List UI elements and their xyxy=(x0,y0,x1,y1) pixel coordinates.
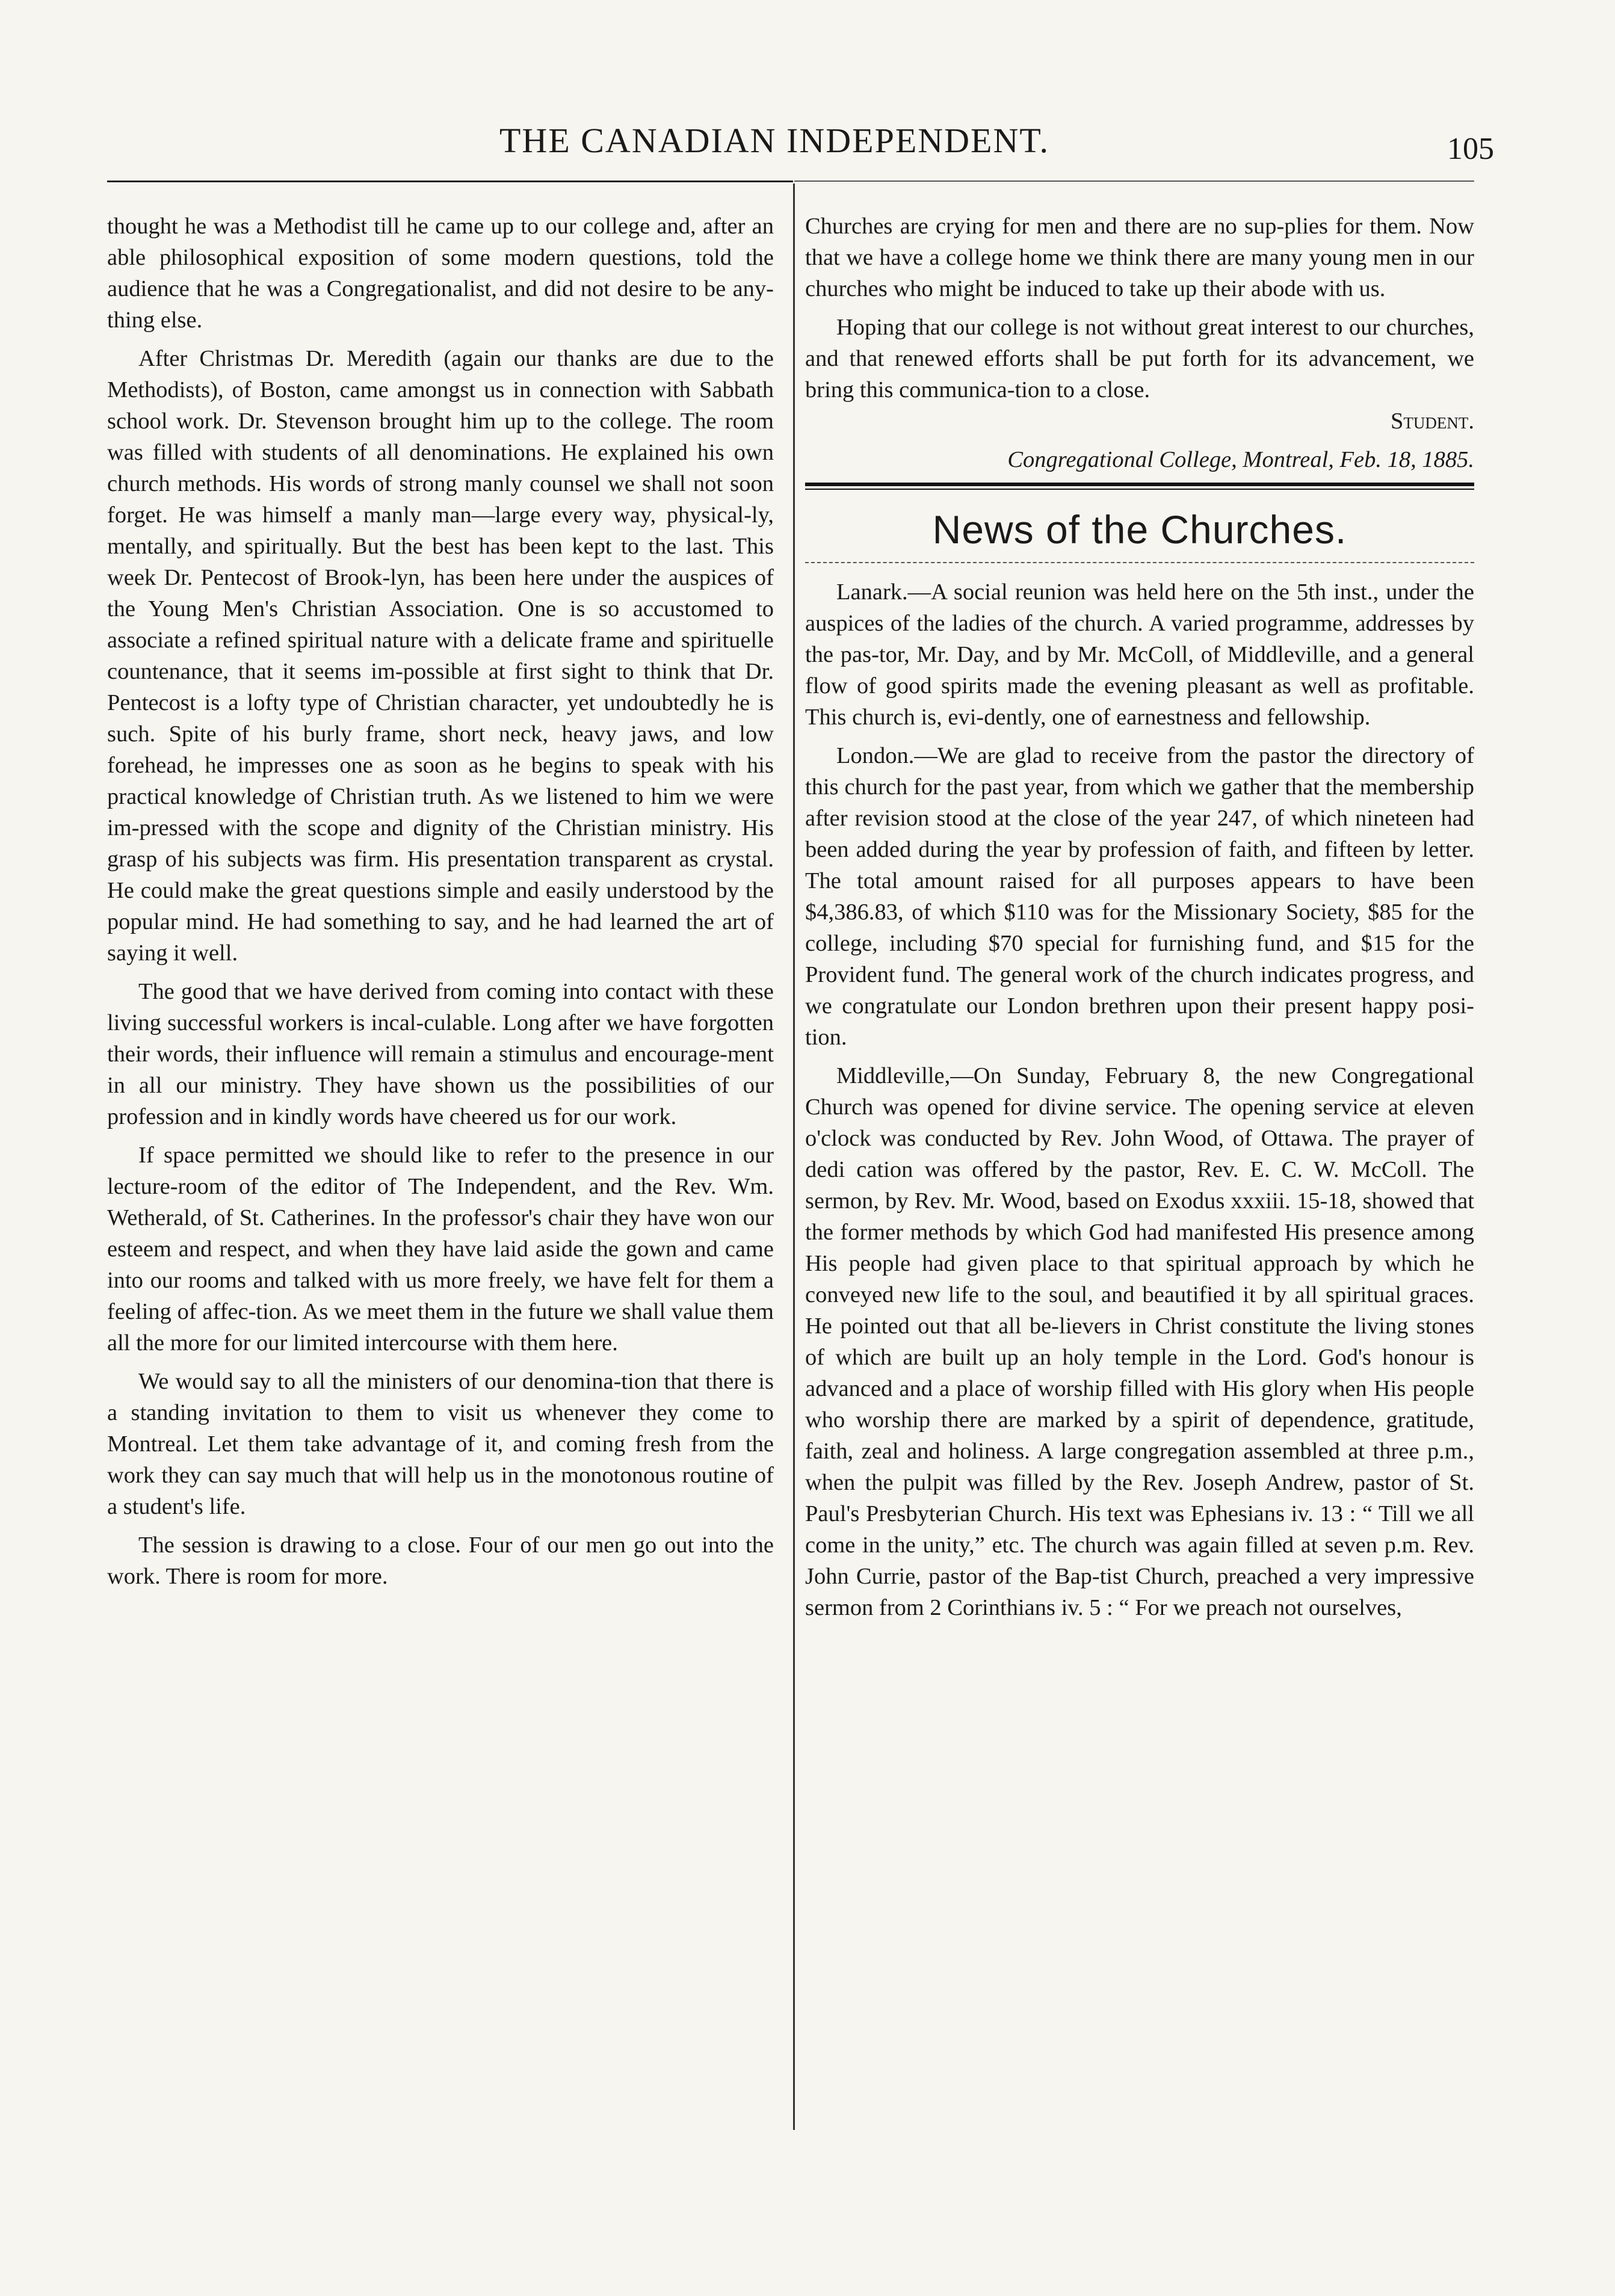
page-number: 105 xyxy=(1447,132,1494,166)
paragraph: The good that we have derived from coming into contact with these living successful workers is incal-culable. Long after we have forgotten their words, their influence will remain a stimulus and encourage-ment in all our ministry. They have shown us the possibilities of our profession and in kindly words have cheered us for our work. xyxy=(107,979,774,1129)
paragraph: If space permitted we should like to refer to the presence in our lecture-room of the editor of The Independent, and the Rev. Wm. Wetherald, of St. Catherines. In the professor's chair they have won our esteem and respect, and when they have laid aside the gown and came into our rooms and talked with us more freely, we have felt for them a feeling of affec-tion. As we meet them in the future we shall value them all the more for our limited intercourse with them here. xyxy=(107,1143,774,1356)
header-rule-left xyxy=(107,181,793,182)
news-item-london: London.—We are glad to receive from the pastor the directory of this church for the past year, from which we gather that the membership after revision stood at the close of the year 247, of which nineteen had been added during the year by profession of faith, and fifteen by letter. The total amount raised for all purposes appears to have been $4,386.83, of which $110 was for the Missionary Society, $85 for the college, including $70 special for furnishing fund, and $15 for the Provident fund. The general work of the church indicates progress, and we congratulate our London brethren upon their present happy posi-tion. xyxy=(805,743,1474,1050)
heading-rule xyxy=(805,562,1474,563)
paragraph: After Christmas Dr. Meredith (again our thanks are due to the Methodists), of Boston, came amongst us in connection with Sabbath school work. Dr. Stevenson brought him up to the college. The room was filled with students of all denominations. He explained his own church methods. His words of strong manly counsel we shall not soon forget. He was himself a manly man—large every way, physical-ly, mentally, and spiritually. But the best has been kept to the last. This week Dr. Pentecost of Brook-lyn, has been here under the auspices of the Young Men's Christian Association. One is so accustomed to associate a refined spiritual nature with a delicate frame and spirituelle countenance, that it seems im-possible at first sight to think that Dr. Pentecost is a lofty type of Christian character, yet undoubtedly he is such. Spite of his burly frame, short neck, heavy jaws, and low forehead, he impresses one as soon as he begins to speak with his practical knowledge of Christian truth. As we listened to him we were im-pressed with the scope and dignity of the Christian ministry. His grasp of his subjects was firm. His presentation transparent as crystal. He could make the great questions simple and easily understood by the popular mind. He had something to say, and he had learned the art of saying it well. xyxy=(107,346,774,966)
section-heading: News of the Churches. xyxy=(932,507,1347,552)
dateline: Congregational College, Montreal, Feb. 18, 1885. xyxy=(1007,447,1474,472)
paragraph: Churches are crying for men and there are no sup-plies for them. Now that we have a college home we think there are many young men in our churches who might be induced to take up their abode with us. xyxy=(805,214,1474,301)
column-divider xyxy=(793,184,795,2130)
signature: Student. xyxy=(1390,409,1474,434)
section-divider xyxy=(805,483,1474,490)
paragraph: The session is drawing to a close. Four of our men go out into the work. There is room for more. xyxy=(107,1532,774,1589)
news-item-middleville: Middleville,—On Sunday, February 8, the new Congregational Church was opened for divine service. The opening service at eleven o'clock was conducted by Rev. John Wood, of Ottawa. The prayer of dedi cation was offered by the pastor, Rev. E. C. W. McColl. The sermon, by Rev. Mr. Wood, based on Exodus xxxiii. 15-18, showed that the former methods by which God had manifested His presence among His people had given place to that spiritual approach by which he conveyed new life to the soul, and beautified it by all spiritual graces. He pointed out that all be-lievers in Christ constitute the living stones of which are built up an holy temple in the Lord. God's honour is advanced and a place of worship filled with His glory when His people who worship there are marked by a spirit of dependence, gratitude, faith, zeal and holiness. A large congregation assembled at three p.m., when the pulpit was filled by the Rev. Joseph Andrew, pastor of St. Paul's Presbyterian Church. His text was Ephesians iv. 13 : “ Till we all come in the unity,” etc. The church was again filled at seven p.m. Rev. John Currie, pastor of the Bap-tist Church, preached a very impressive sermon from 2 Corinthians iv. 5 : “ For we preach not ourselves, xyxy=(805,1063,1474,1620)
header-rule-right xyxy=(794,181,1474,182)
paragraph: thought he was a Methodist till he came up to our college and, after an able philosophical exposition of some modern questions, told the audience that he was a Congregationalist, and did not desire to be any-thing else. xyxy=(107,214,774,333)
page-header xyxy=(0,120,1615,174)
right-column xyxy=(805,211,1474,1631)
left-column xyxy=(107,211,774,1599)
paragraph: We would say to all the ministers of our denomina-tion that there is a standing invitation to them to visit us whenever they come to Montreal. Let them take advantage of it, and coming fresh from the work they can say much that will help us in the monotonous routine of a student's life. xyxy=(107,1369,774,1519)
running-title: THE CANADIAN INDEPENDENT. xyxy=(499,121,1049,160)
paragraph: Hoping that our college is not without great interest to our churches, and that renewed efforts shall be put forth for its advancement, we bring this communica-tion to a close. xyxy=(805,315,1474,403)
news-item-lanark: Lanark.—A social reunion was held here on the 5th inst., under the auspices of the ladies of the church. A varied programme, addresses by the pas-tor, Mr. Day, and by Mr. McColl, of Middleville, and a general flow of good spirits made the evening pleasant as well as profitable. This church is, evi-dently, one of earnestness and fellowship. xyxy=(805,579,1474,730)
